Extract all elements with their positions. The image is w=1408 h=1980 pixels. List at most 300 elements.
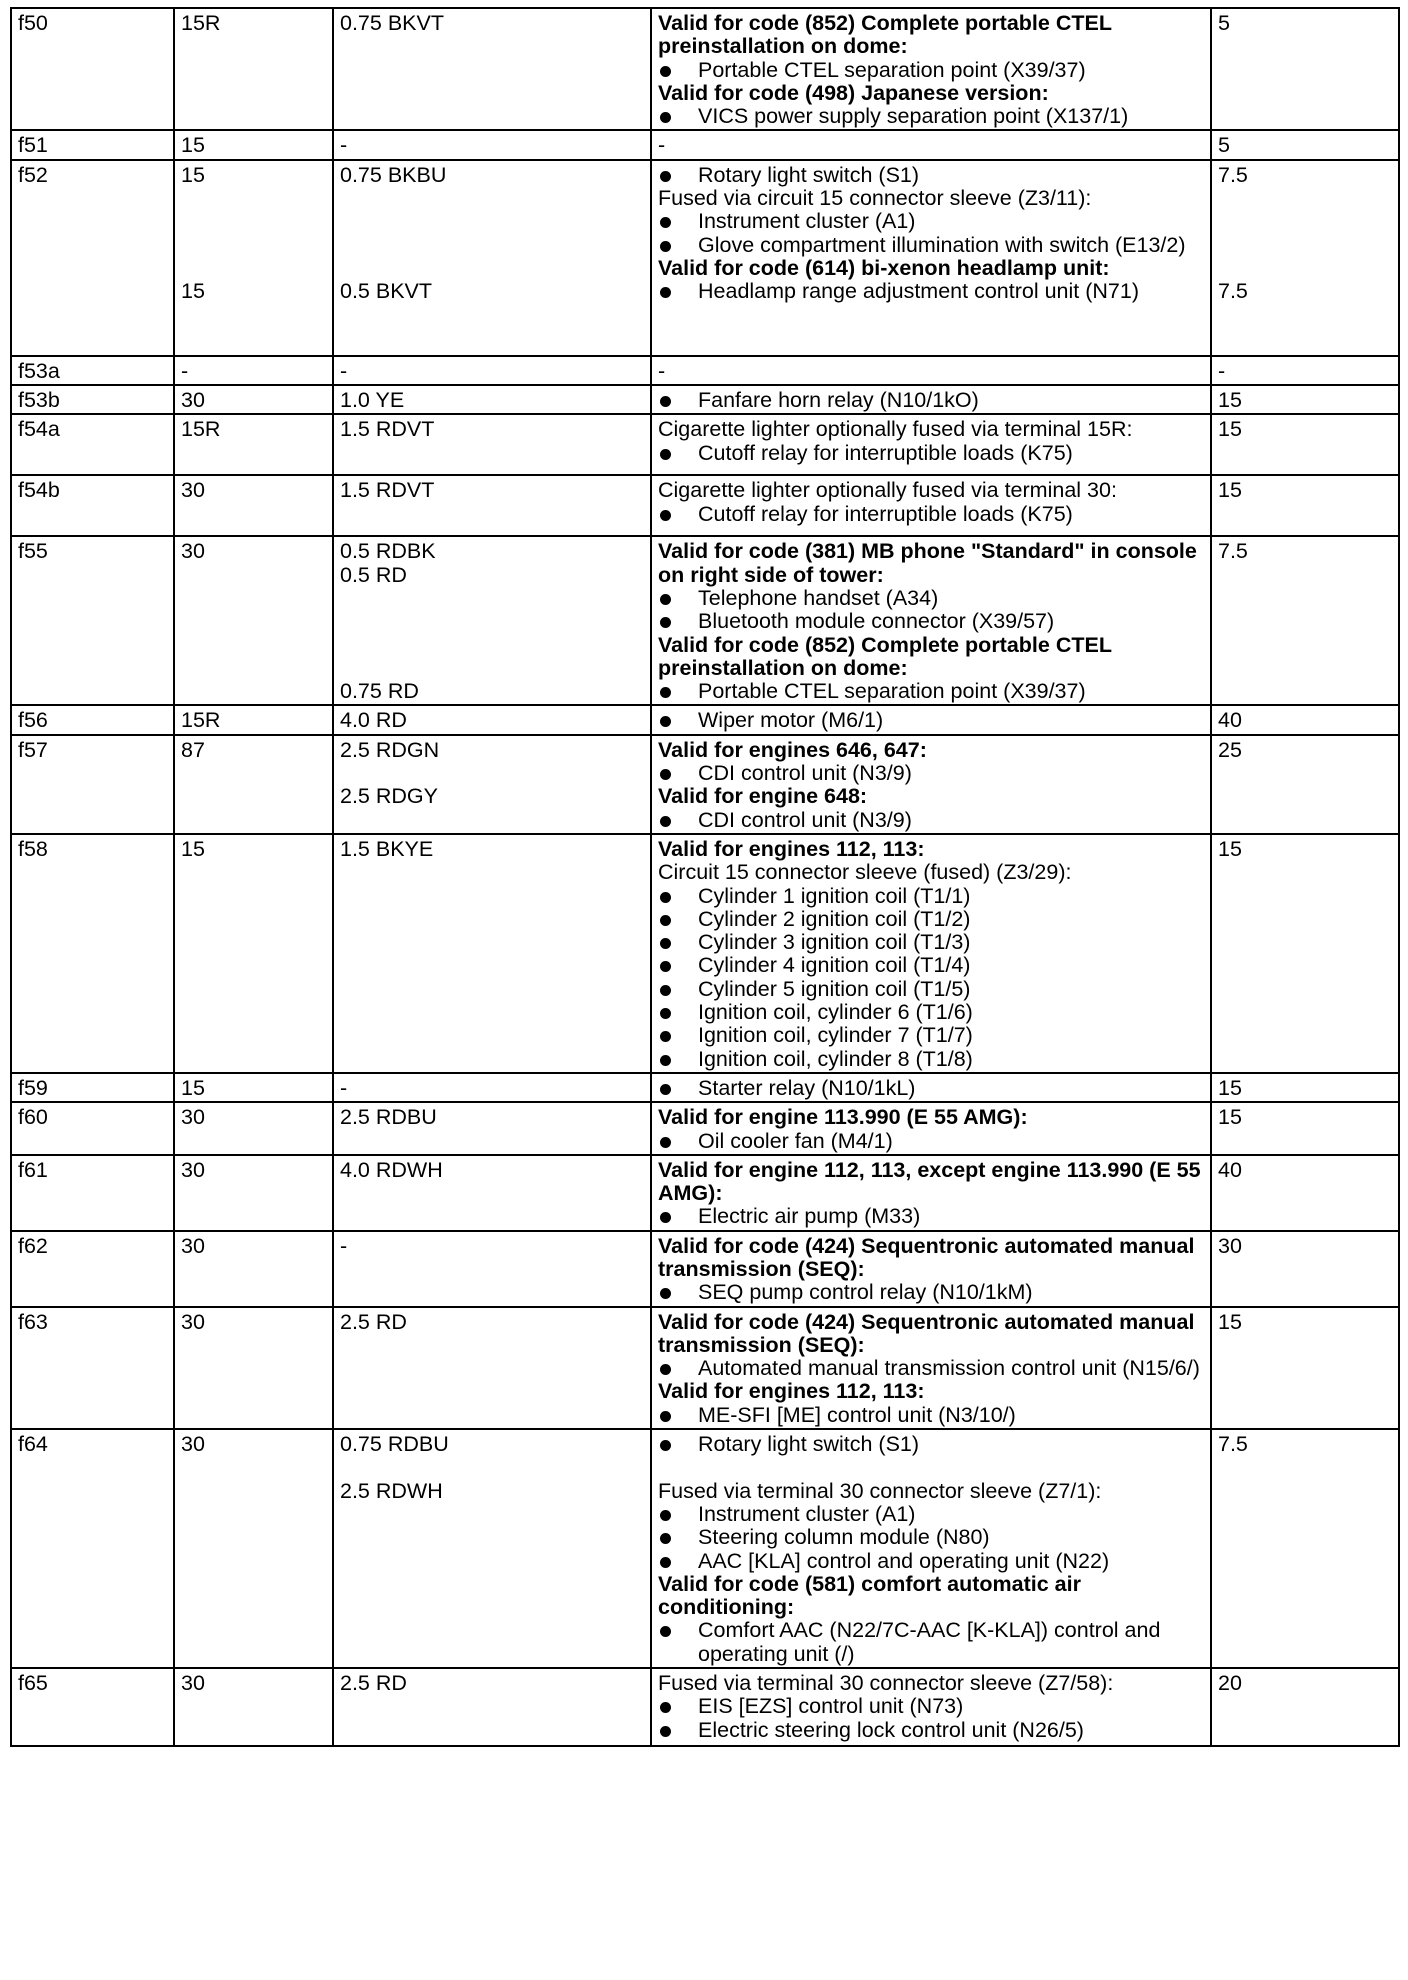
cell-line: 30: [181, 388, 205, 413]
cell-line: 30: [181, 1157, 205, 1182]
bullet-icon: [660, 287, 671, 298]
cable-cell: [333, 475, 651, 536]
consumer-text: Cylinder 3 ignition coil (T1/3): [698, 930, 971, 955]
consumer-list-item: [658, 885, 1204, 908]
table-row: [11, 1231, 1399, 1307]
fuse-rating-cell: [1211, 475, 1399, 536]
cable-cell: [333, 356, 651, 385]
consumer-cell: [651, 536, 1211, 705]
consumer-text: Telephone handset (A34): [698, 585, 939, 610]
fuse-number-cell: [11, 475, 174, 536]
table-row: [11, 8, 1399, 130]
consumer-cell: [651, 475, 1211, 536]
bullet-icon: [660, 1055, 671, 1066]
terminal-cell: [174, 536, 333, 705]
cable-cell: [333, 1155, 651, 1231]
fuse-number-cell: [11, 1155, 174, 1231]
cell-line: -: [1218, 358, 1226, 383]
consumer-cell: [651, 130, 1211, 159]
validity-heading: Valid for code (581) comfort automatic air conditioning:: [658, 1571, 1087, 1620]
cell-line: 1.5 BKYE: [340, 836, 434, 861]
bullet-icon: [660, 892, 671, 903]
consumer-list-item: [658, 1024, 1204, 1047]
cell-line: 0.5 RD: [340, 562, 407, 587]
fuse-rating-cell: [1211, 130, 1399, 159]
consumer-list-item: [658, 1503, 1204, 1526]
consumer-list-item: [658, 442, 1204, 465]
table-row: [11, 475, 1399, 536]
terminal-cell: [174, 475, 333, 536]
validity-heading: Valid for engines 112, 113:: [658, 1379, 925, 1404]
cell-line: 30: [1218, 1233, 1242, 1258]
bullet-icon: [660, 716, 671, 727]
consumer-cell: [651, 1155, 1211, 1231]
consumer-list-item: [658, 931, 1204, 954]
fuse-rating-cell: [1211, 536, 1399, 705]
consumer-cell: [651, 414, 1211, 475]
fuse-rating-cell: [1211, 705, 1399, 734]
cell-line: 15R: [181, 708, 221, 733]
consumer-note: -: [658, 358, 666, 383]
cell-line: 15: [1218, 478, 1242, 503]
cable-cell: [333, 160, 651, 356]
consumer-text: Comfort AAC (N22/7C-AAC [K-KLA]) control and operating unit (/): [698, 1618, 1161, 1666]
cell-line: 2.5 RDBU: [340, 1105, 437, 1130]
cell-line: 1.0 YE: [340, 388, 405, 413]
bullet-icon: [660, 1533, 671, 1544]
cell-line: 0.5 BKVT: [340, 279, 433, 304]
table-row: [11, 356, 1399, 385]
cell-line: f60: [18, 1105, 48, 1130]
consumer-text: Ignition coil, cylinder 7 (T1/7): [698, 1023, 973, 1048]
cell-line: 2.5 RDGY: [340, 784, 438, 809]
cell-line: 0.75 RDBU: [340, 1432, 449, 1457]
cell-line: f51: [18, 133, 48, 158]
cell-line: 2.5 RDGN: [340, 737, 440, 762]
cell-line: 15: [181, 1075, 205, 1100]
cell-line: f57: [18, 737, 48, 762]
consumer-cell: [651, 1429, 1211, 1668]
consumer-text: Rotary light switch (S1): [698, 162, 920, 187]
validity-heading: Valid for engine 648:: [658, 784, 868, 809]
fuse-number-cell: [11, 1429, 174, 1668]
consumer-cell: [651, 1668, 1211, 1746]
cell-line: f62: [18, 1233, 48, 1258]
terminal-cell: [174, 1231, 333, 1307]
bullet-icon: [660, 961, 671, 972]
bullet-icon: [660, 449, 671, 460]
consumer-list-item: [658, 1619, 1204, 1666]
fuse-number-cell: [11, 536, 174, 705]
cell-line: 15: [1218, 417, 1242, 442]
cable-cell: [333, 1668, 651, 1746]
bullet-icon: [660, 1084, 671, 1095]
cell-line: [1218, 234, 1392, 257]
fuse-rating-cell: [1211, 414, 1399, 475]
fuse-number-cell: [11, 160, 174, 356]
cell-line: f55: [18, 539, 48, 564]
cell-line: f53a: [18, 358, 60, 383]
table-row: [11, 414, 1399, 475]
consumer-list-item: [658, 610, 1204, 633]
consumer-note: Fused via terminal 30 connector sleeve (Z7/58):: [658, 1671, 1114, 1696]
cell-line: 4.0 RD: [340, 708, 407, 733]
validity-heading: Valid for engine 113.990 (E 55 AMG):: [658, 1105, 1028, 1130]
fuse-rating-cell: [1211, 1102, 1399, 1155]
consumer-note: -: [658, 133, 666, 158]
consumer-list-item: [658, 1719, 1204, 1742]
consumer-text: AAC [KLA] control and operating unit (N22): [698, 1548, 1110, 1573]
consumer-text: Instrument cluster (A1): [698, 209, 916, 234]
bullet-icon: [660, 510, 671, 521]
cell-line: 15: [1218, 836, 1242, 861]
validity-heading: Valid for code (498) Japanese version:: [658, 80, 1049, 105]
terminal-cell: [174, 1073, 333, 1102]
cell-line: [340, 257, 644, 280]
consumer-list-item: [658, 1357, 1204, 1380]
cell-line: 15: [1218, 1105, 1242, 1130]
consumer-list-item: [658, 164, 1204, 187]
table-row: [11, 1102, 1399, 1155]
bullet-icon: [660, 1702, 671, 1713]
table-row: [11, 160, 1399, 356]
bullet-icon: [660, 66, 671, 77]
consumer-text: Cutoff relay for interruptible loads (K75): [698, 501, 1073, 526]
cell-line: 40: [1218, 1157, 1242, 1182]
consumer-list-item: [658, 1695, 1204, 1718]
consumer-text: Cylinder 5 ignition coil (T1/5): [698, 976, 971, 1001]
cell-line: [340, 187, 644, 210]
cell-line: 30: [181, 478, 205, 503]
fuse-number-cell: [11, 735, 174, 834]
cell-line: [1218, 210, 1392, 233]
cell-line: 2.5 RD: [340, 1671, 407, 1696]
terminal-cell: [174, 356, 333, 385]
consumer-list-item: [658, 1130, 1204, 1153]
consumer-text: Automated manual transmission control unit (N15/6/): [698, 1356, 1200, 1381]
cable-cell: [333, 536, 651, 705]
consumer-note: Circuit 15 connector sleeve (fused) (Z3/29):: [658, 860, 1072, 885]
cell-line: [340, 234, 644, 257]
cell-line: f65: [18, 1671, 48, 1696]
bullet-icon: [660, 769, 671, 780]
consumer-text: Glove compartment illumination with switch (E13/2): [698, 232, 1186, 257]
cell-line: 7.5: [1218, 539, 1248, 564]
fuse-number-cell: [11, 130, 174, 159]
fuse-number-cell: [11, 1073, 174, 1102]
consumer-list-item: [658, 1077, 1204, 1100]
cable-cell: [333, 1307, 651, 1429]
cell-line: 15: [181, 133, 205, 158]
consumer-text: Cylinder 2 ignition coil (T1/2): [698, 906, 971, 931]
cell-line: 0.5 RDBK: [340, 539, 436, 564]
cell-line: -: [340, 358, 348, 383]
table-row: [11, 705, 1399, 734]
consumer-text: Electric air pump (M33): [698, 1204, 921, 1229]
consumer-text: CDI control unit (N3/9): [698, 761, 912, 786]
bullet-icon: [660, 617, 671, 628]
consumer-list-item: [658, 503, 1204, 526]
consumer-list-item: [658, 908, 1204, 931]
terminal-cell: [174, 1307, 333, 1429]
cell-line: 4.0 RDWH: [340, 1157, 443, 1182]
fuse-rating-cell: [1211, 1429, 1399, 1668]
fuse-rating-cell: [1211, 735, 1399, 834]
fuse-allocation-table: [10, 7, 1400, 1747]
cell-line: 2.5 RDWH: [340, 1478, 443, 1503]
consumer-text: SEQ pump control relay (N10/1kM): [698, 1280, 1033, 1305]
table-row: [11, 1429, 1399, 1668]
cell-line: 5: [1218, 133, 1230, 158]
fuse-rating-cell: [1211, 1231, 1399, 1307]
fuse-rating-cell: [1211, 1073, 1399, 1102]
table-row: [11, 1307, 1399, 1429]
bullet-icon: [660, 1411, 671, 1422]
terminal-cell: [174, 1668, 333, 1746]
bullet-icon: [660, 1510, 671, 1521]
bullet-icon: [660, 1212, 671, 1223]
fuse-rating-cell: [1211, 834, 1399, 1073]
cell-line: 7.5: [1218, 279, 1248, 304]
bullet-icon: [660, 1031, 671, 1042]
cable-cell: [333, 414, 651, 475]
cell-line: f54a: [18, 417, 60, 442]
terminal-cell: [174, 834, 333, 1073]
table-row: [11, 130, 1399, 159]
fuse-rating-cell: [1211, 1668, 1399, 1746]
cell-line: f58: [18, 836, 48, 861]
bullet-icon: [660, 1557, 671, 1568]
cable-cell: [333, 834, 651, 1073]
cell-line: f50: [18, 11, 48, 35]
terminal-cell: [174, 160, 333, 356]
consumer-text: Electric steering lock control unit (N26/5): [698, 1717, 1084, 1742]
cell-line: 25: [1218, 737, 1242, 762]
validity-heading: Valid for engine 112, 113, except engine 113.990 (E 55 AMG):: [658, 1157, 1206, 1206]
consumer-list-item: [658, 809, 1204, 832]
cell-line: 15R: [181, 11, 221, 35]
consumer-cell: [651, 8, 1211, 130]
cell-line: [340, 587, 644, 610]
consumer-text: Cylinder 4 ignition coil (T1/4): [698, 953, 971, 978]
table-row: [11, 1073, 1399, 1102]
validity-heading: Valid for engines 112, 113:: [658, 836, 925, 861]
cell-line: 0.75 BKBU: [340, 162, 447, 187]
cell-line: 15: [181, 836, 205, 861]
consumer-cell: [651, 385, 1211, 414]
validity-heading: Valid for code (852) Complete portable CTEL preinstallation on dome:: [658, 632, 1118, 680]
bullet-icon: [660, 985, 671, 996]
fuse-rating-cell: [1211, 160, 1399, 356]
consumer-list-item: [658, 1048, 1204, 1071]
fuse-number-cell: [11, 705, 174, 734]
consumer-text: Bluetooth module connector (X39/57): [698, 609, 1055, 634]
cell-line: 87: [181, 737, 205, 762]
cell-line: f56: [18, 708, 48, 733]
cable-cell: [333, 1073, 651, 1102]
cell-line: 0.75 BKVT: [340, 11, 444, 35]
table-row: [11, 536, 1399, 705]
bullet-icon: [660, 816, 671, 827]
consumer-text: Instrument cluster (A1): [698, 1501, 916, 1526]
validity-heading: Valid for engines 646, 647:: [658, 737, 927, 762]
cell-line: -: [340, 133, 348, 158]
cell-line: 30: [181, 539, 205, 564]
consumer-cell: [651, 160, 1211, 356]
cell-line: 30: [181, 1309, 205, 1334]
consumer-list-item: [658, 1433, 1204, 1456]
consumer-list-item: [658, 978, 1204, 1001]
validity-heading: Valid for code (424) Sequentronic automated manual transmission (SEQ):: [658, 1233, 1201, 1281]
terminal-cell: [174, 735, 333, 834]
cell-line: 30: [181, 1233, 205, 1258]
cell-line: 40: [1218, 708, 1242, 733]
consumer-list-item: [658, 954, 1204, 977]
cable-cell: [333, 130, 651, 159]
table-row: [11, 834, 1399, 1073]
cell-line: 7.5: [1218, 162, 1248, 187]
consumer-note: Fused via terminal 30 connector sleeve (Z7/1):: [658, 1478, 1102, 1503]
cell-line: [340, 762, 644, 785]
cell-line: -: [181, 358, 189, 383]
cell-line: 15: [181, 279, 205, 304]
table-row: [11, 1668, 1399, 1746]
cell-line: f53b: [18, 388, 60, 413]
consumer-text: Fanfare horn relay (N10/1kO): [698, 388, 979, 413]
consumer-text: Wiper motor (M6/1): [698, 708, 884, 733]
fuse-number-cell: [11, 385, 174, 414]
bullet-icon: [660, 1726, 671, 1737]
consumer-text: ME-SFI [ME] control unit (N3/10/): [698, 1402, 1016, 1427]
terminal-cell: [174, 130, 333, 159]
fuse-number-cell: [11, 1102, 174, 1155]
cell-line: [340, 610, 644, 633]
fuse-number-cell: [11, 356, 174, 385]
fuse-rating-cell: [1211, 8, 1399, 130]
cell-line: f52: [18, 162, 48, 187]
cell-line: [181, 187, 326, 210]
cell-line: 2.5 RD: [340, 1309, 407, 1334]
consumer-text: Starter relay (N10/1kL): [698, 1075, 916, 1100]
cable-cell: [333, 385, 651, 414]
bullet-icon: [660, 112, 671, 123]
validity-heading: Valid for code (852) Complete portable CTEL preinstallation on dome:: [658, 11, 1118, 59]
cell-line: 15: [1218, 1309, 1242, 1334]
consumer-cell: [651, 1102, 1211, 1155]
consumer-text: Oil cooler fan (M4/1): [698, 1128, 893, 1153]
bullet-icon: [660, 594, 671, 605]
cell-line: [181, 257, 326, 280]
cell-line: 30: [181, 1671, 205, 1696]
fuse-number-cell: [11, 1231, 174, 1307]
fuse-number-cell: [11, 834, 174, 1073]
bullet-icon: [660, 171, 671, 182]
cell-line: -: [340, 1233, 348, 1258]
cable-cell: [333, 705, 651, 734]
fuse-rating-cell: [1211, 385, 1399, 414]
cell-line: 1.5 RDVT: [340, 478, 435, 503]
cell-line: 15R: [181, 417, 221, 442]
consumer-list-item: [658, 1404, 1204, 1427]
cable-cell: [333, 735, 651, 834]
fuse-rating-cell: [1211, 1307, 1399, 1429]
terminal-cell: [174, 8, 333, 130]
bullet-icon: [660, 217, 671, 228]
validity-heading: Valid for code (614) bi-xenon headlamp unit:: [658, 255, 1110, 280]
cell-line: f59: [18, 1075, 48, 1100]
cell-line: f64: [18, 1432, 48, 1457]
terminal-cell: [174, 1155, 333, 1231]
consumer-list-item: [658, 59, 1204, 82]
bullet-icon: [660, 1137, 671, 1148]
cell-line: [340, 634, 644, 657]
cell-line: [340, 210, 644, 233]
consumer-list-item: [658, 1281, 1204, 1304]
terminal-cell: [174, 385, 333, 414]
table-row: [11, 735, 1399, 834]
consumer-list-item: [658, 210, 1204, 233]
bullet-icon: [660, 1008, 671, 1019]
consumer-list-item: [658, 762, 1204, 785]
cell-line: 7.5: [1218, 1432, 1248, 1457]
consumer-list-item: [658, 234, 1204, 257]
consumer-text: Ignition coil, cylinder 6 (T1/6): [698, 1000, 973, 1025]
cell-line: [340, 1456, 644, 1479]
consumer-cell: [651, 735, 1211, 834]
fuse-number-cell: [11, 1307, 174, 1429]
cell-line: 5: [1218, 11, 1230, 35]
bullet-icon: [660, 1288, 671, 1299]
consumer-text: Cutoff relay for interruptible loads (K75): [698, 440, 1073, 465]
consumer-note: Cigarette lighter optionally fused via terminal 30:: [658, 478, 1117, 503]
cable-cell: [333, 1429, 651, 1668]
consumer-text: Rotary light switch (S1): [698, 1432, 920, 1457]
table-row: [11, 1155, 1399, 1231]
consumer-text: Headlamp range adjustment control unit (N71): [698, 279, 1139, 304]
consumer-list-item: [658, 1526, 1204, 1549]
bullet-icon: [660, 938, 671, 949]
bullet-icon: [660, 396, 671, 407]
consumer-text: EIS [EZS] control unit (N73): [698, 1694, 964, 1719]
consumer-list-item: [658, 680, 1204, 703]
cell-line: [1218, 187, 1392, 210]
cell-line: [1218, 257, 1392, 280]
validity-heading: Valid for code (381) MB phone "Standard" in console on right side of tower:: [658, 539, 1203, 587]
bullet-icon: [660, 915, 671, 926]
consumer-cell: [651, 1073, 1211, 1102]
table-row: [11, 385, 1399, 414]
consumer-list-item: [658, 709, 1204, 732]
fuse-rating-cell: [1211, 356, 1399, 385]
terminal-cell: [174, 1102, 333, 1155]
consumer-list-item: [658, 105, 1204, 128]
cell-line: [181, 210, 326, 233]
cell-line: -: [340, 1075, 348, 1100]
consumer-list-item: [658, 587, 1204, 610]
consumer-list-item: [658, 1205, 1204, 1228]
bullet-icon: [660, 241, 671, 252]
cell-line: 0.75 RD: [340, 679, 419, 704]
blank-line: [658, 1456, 1204, 1479]
fuse-number-cell: [11, 414, 174, 475]
consumer-cell: [651, 356, 1211, 385]
consumer-text: Portable CTEL separation point (X39/37): [698, 679, 1086, 704]
consumer-list-item: [658, 389, 1204, 412]
consumer-text: CDI control unit (N3/9): [698, 807, 912, 832]
consumer-list-item: [658, 1550, 1204, 1573]
consumer-text: Cylinder 1 ignition coil (T1/1): [698, 883, 971, 908]
cell-line: f61: [18, 1157, 48, 1182]
